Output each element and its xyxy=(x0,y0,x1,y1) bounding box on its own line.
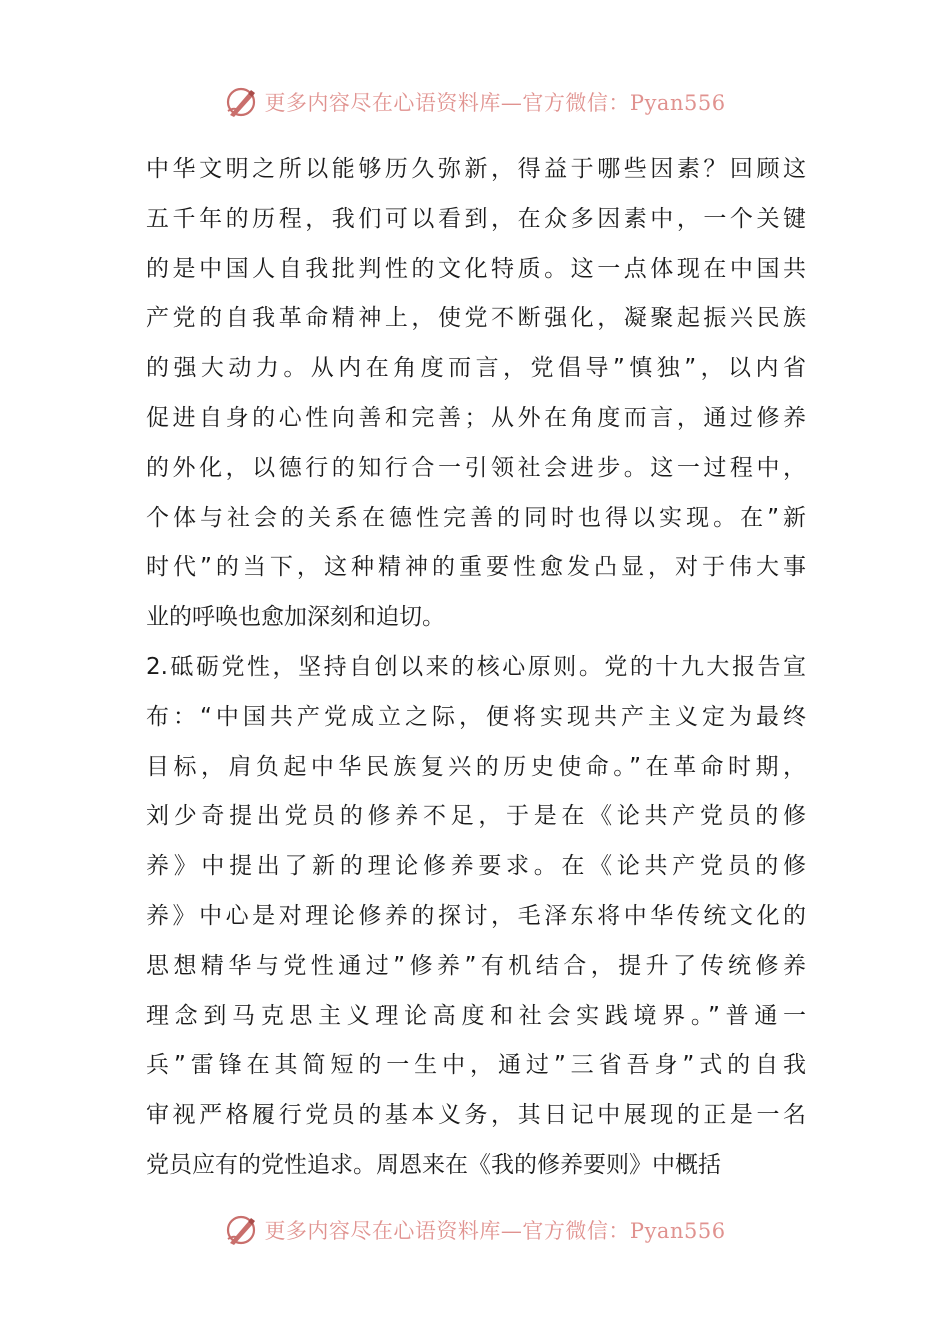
text-line: 的外化，以德行的知行合一引领社会进步。这一过程中， xyxy=(146,454,806,481)
footer-banner xyxy=(0,1208,950,1252)
text-line: 党员应有的党性追求。周恩来在《我的修养要则》中概括 xyxy=(146,1151,721,1178)
text-line: 2.砥砺党性，坚持自创以来的核心原则。党的十九大报告宣 xyxy=(146,653,806,680)
text-line: 促进自身的心性向善和完善；从外在角度而言，通过修养 xyxy=(146,404,806,431)
text-line: 兵”雷锋在其简短的一生中，通过”三省吾身”式的自我 xyxy=(146,1052,806,1079)
text-line: 五千年的历程，我们可以看到，在众多因素中，一个关键 xyxy=(146,205,806,232)
text-line: 刘少奇提出党员的修养不足，于是在《论共产党员的修 xyxy=(146,803,806,830)
pen-circle-logo-icon xyxy=(224,1213,258,1247)
footer-banner-text: 更多内容尽在心语资料库—官方微信：Pyan556 xyxy=(264,1219,726,1243)
document-body xyxy=(146,145,806,1191)
text-line: 养》中心是对理论修养的探讨，毛泽东将中华传统文化的 xyxy=(146,902,806,929)
text-line: 养》中提出了新的理论修养要求。在《论共产党员的修 xyxy=(146,853,806,880)
text-line: 业的呼唤也愈加深刻和迫切。 xyxy=(146,604,445,631)
text-line: 理念到马克思主义理论高度和社会实践境界。”普通一 xyxy=(146,1002,806,1029)
text-line: 的强大动力。从内在角度而言，党倡导”慎独”，以内省 xyxy=(146,355,806,382)
text-line: 思想精华与党性通过”修养”有机结合，提升了传统修养 xyxy=(146,952,806,979)
text-line: 目标，肩负起中华民族复兴的历史使命。”在革命时期， xyxy=(146,753,806,780)
text-line: 时代”的当下，这种精神的重要性愈发凸显，对于伟大事 xyxy=(146,554,806,581)
text-line: 个体与社会的关系在德性完善的同时也得以实现。在”新 xyxy=(146,504,806,531)
text-line: 的是中国人自我批判性的文化特质。这一点体现在中国共 xyxy=(146,255,806,282)
pen-circle-logo-icon xyxy=(224,85,258,119)
text-line: 审视严格履行党员的基本义务，其日记中展现的正是一名 xyxy=(146,1102,806,1129)
text-line: 产党的自我革命精神上，使党不断强化，凝聚起振兴民族 xyxy=(146,305,806,332)
text-line: 布：“中国共产党成立之际，便将实现共产主义定为最终 xyxy=(146,703,806,730)
text-line: 中华文明之所以能够历久弥新，得益于哪些因素？回顾这 xyxy=(146,156,806,182)
header-banner xyxy=(0,80,950,124)
header-banner-text: 更多内容尽在心语资料库—官方微信：Pyan556 xyxy=(264,91,726,115)
